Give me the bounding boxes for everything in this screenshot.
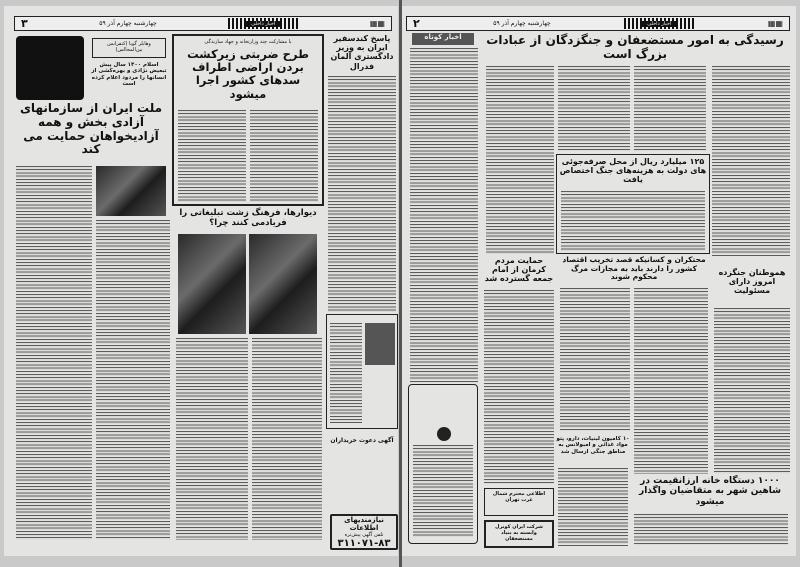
article-text — [484, 290, 554, 484]
kerman-headline: حمایت مردم کرمان از امام جمعه گسترده شد — [484, 256, 554, 284]
article-text — [96, 220, 170, 540]
wall-photo-right — [249, 234, 317, 334]
newspaper-page-3 — [4, 6, 398, 556]
short-news-column — [410, 48, 478, 383]
page-number: ۳ — [21, 17, 28, 30]
feature-headline: طرح ضربتی زیرکشت بردن اراضی اطراف سدهای کشور اجرا میشود — [187, 47, 309, 101]
article-text — [328, 76, 396, 313]
section-label: اخبار داخلی — [641, 21, 677, 27]
main-headline: ملت ایران از سازمانهای آزادی بخش و همه آزادیخواهان حمایت می کند — [19, 101, 163, 157]
article-text — [634, 514, 788, 546]
kicker: با مشارکت چند وزارتخانه و جهاد سازندگی — [204, 39, 292, 45]
article-text — [486, 66, 554, 254]
article-text — [714, 308, 790, 474]
ad-title: نیازمندیهای اطلاعات — [344, 516, 384, 533]
budget-headline: ۱۲۵ میلیارد ریال از محل صرفه‌جوئی های دولت به هزینه‌های جنگ اختصاص یافت — [559, 157, 707, 185]
page-date: چهارشنبه چهارم آذر ۵۹ — [493, 20, 551, 27]
page-number: ۲ — [413, 17, 420, 30]
ad-phone: ۳۱۱۰۷۱-۸۳ — [337, 538, 391, 550]
ad-subtitle: تلفن آگهی پیش‌تره — [344, 532, 384, 539]
article-text — [16, 166, 92, 540]
page-date: چهارشنبه چهارم آذر ۵۹ — [99, 20, 157, 27]
newspaper-logo: ▦▦ — [369, 19, 385, 28]
main-headline: رسیدگی به امور مستضعفان و جنگزدگان از عبادات بزرگ است — [486, 33, 784, 61]
article-text — [558, 66, 630, 151]
company-ad — [484, 520, 554, 548]
box-text: وهابلر گوبا (کنفرانس بین‌المجالس) — [107, 41, 151, 53]
emblem-icon — [437, 427, 451, 441]
newspaper-logo: ▦▦ — [767, 19, 783, 28]
short-news-label: اخبار کوتاه — [412, 33, 474, 45]
hoarders-headline: محتکران و کسانیکه قصد تخریب اقتصاد کشور را دارند باید به مجازات مرگ محکوم شوند — [562, 255, 706, 282]
info-box — [92, 38, 166, 58]
photo-headline: دیوارها، فرهنگ زشت تبلیغاتی را فریادمی کنند چرا؟ — [179, 208, 317, 228]
announcement-box — [408, 384, 478, 544]
houses-headline: ۱۰۰۰ دستگاه خانه ارزانقیمت در شاهین شهر به متقاضیان واگذار میشود — [639, 476, 781, 507]
notice-ad — [484, 488, 554, 516]
article-text — [252, 338, 322, 540]
classifieds-ad — [330, 514, 398, 550]
section-label: اخبار داخلی — [245, 21, 281, 27]
article-text — [712, 66, 790, 256]
article-text — [634, 288, 708, 474]
article-text — [558, 468, 628, 546]
wall-photo-left — [178, 234, 246, 334]
page-header — [14, 16, 392, 31]
section-banner — [624, 18, 694, 29]
obituary-box — [326, 314, 398, 429]
page-header — [406, 16, 790, 31]
newspaper-page-2 — [402, 6, 796, 556]
feature-article-box — [172, 34, 324, 206]
company-text: شرکت ایران کونرل وابسته به بنیاد مستضعفان — [495, 524, 543, 542]
budget-article — [556, 154, 710, 254]
trucks-headline: ۱۰ کامیون لبنیات، دارو، پتو مواد غذائی و امبولانس به مناطق جنگی ارسال شد — [556, 436, 630, 455]
section-banner — [228, 18, 298, 29]
news-photo — [96, 166, 166, 216]
portrait-photo — [365, 323, 395, 365]
article-text — [634, 66, 706, 151]
side-headline: پاسخ کندسفیر ایران به وزیر دادگستری آلمان فدرال — [330, 34, 394, 71]
refugees-headline: هموطنان جنگزده امروز دارای مسئولیت — [718, 268, 786, 296]
notice-text: اطلاعی محترم شمال غرب تهران — [492, 491, 546, 503]
ad-image — [16, 36, 84, 100]
article-text — [176, 338, 248, 540]
article-text — [560, 288, 630, 432]
sub-headline: اسلام ۱۴۰۰ سال پیش تبعیض نژادی و بهره‌کشی از انسانها را مردود اعلام کرده است — [91, 62, 167, 87]
page-fold — [399, 0, 402, 567]
notice-title: آگهی دعوت خریداران — [330, 437, 394, 444]
